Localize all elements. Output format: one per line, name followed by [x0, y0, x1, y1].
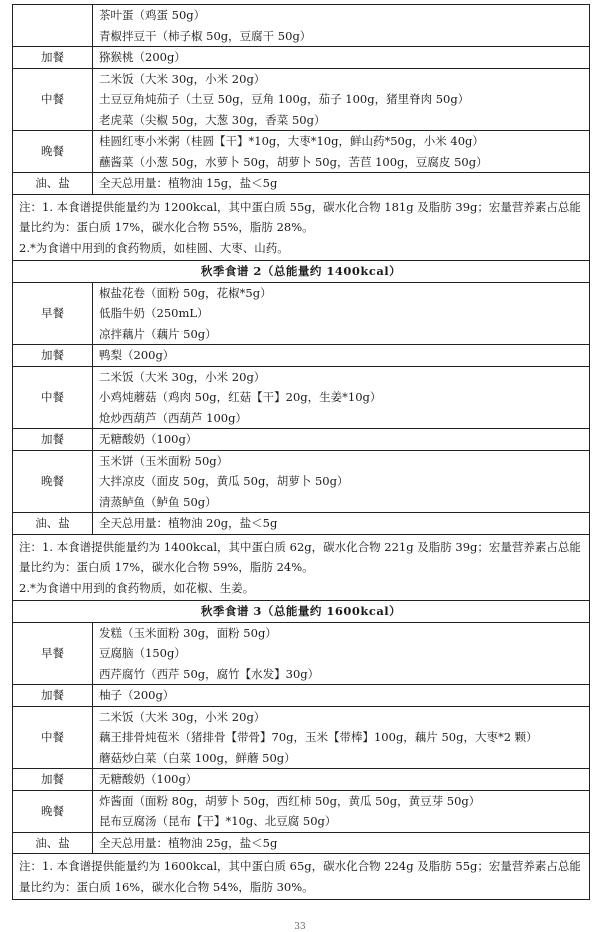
note-line: 注：1. 本食谱提供能量约为 1400kcal，其中蛋白质 62g，碳水化合物 221g 及脂肪 39g；宏量营养素占总能量比约为：蛋白质 17%，碳水化合物 59%，脂肪 24%。 — [19, 539, 581, 574]
table-row — [13, 173, 590, 195]
page-number: 33 — [294, 922, 306, 932]
table-row — [13, 854, 590, 900]
list-item: 茶叶蛋（鸡蛋 50g） — [99, 8, 206, 22]
menu3-snack2-items — [93, 769, 590, 791]
note-line: 注：1. 本食谱提供能量约为 1600kcal，其中蛋白质 65g，碳水化合物 224g 及脂肪 55g；宏量营养素占总能量比约为：蛋白质 16%，碳水化合物 54%，脂肪 30%。 — [19, 859, 581, 894]
list-item: 清蒸鲈鱼（鲈鱼 50g） — [99, 494, 217, 509]
meal-label: 油、盐 — [13, 832, 93, 854]
list-item: 鸭梨（200g） — [99, 348, 175, 362]
menu2-note — [13, 534, 590, 601]
menu2-dinner-items — [93, 450, 590, 513]
meal-label: 加餐 — [13, 685, 93, 707]
table-row — [13, 282, 590, 345]
table-row — [13, 194, 590, 261]
list-item: 昆布豆腐汤（昆布【干】*10g、北豆腐 50g） — [99, 814, 337, 828]
list-item: 蘑菇炒白菜（白菜 100g，鲜蘑 50g） — [99, 750, 296, 765]
list-item: 猕猴桃（200g） — [99, 50, 186, 64]
list-item: 小鸡炖蘑菇（鸡肉 50g，红菇【干】20g，生姜*10g） — [99, 390, 382, 404]
menu2-lunch-items — [93, 366, 590, 429]
note-line: 2.*为食谱中用到的食药物质，如花椒、生姜。 — [19, 580, 255, 595]
meal-label: 晚餐 — [13, 131, 93, 173]
list-item: 柚子（200g） — [99, 688, 175, 702]
menu1-snack-items — [93, 47, 590, 69]
menu2-snack1-items — [93, 345, 590, 367]
meal-label: 加餐 — [13, 345, 93, 367]
table-row — [13, 534, 590, 601]
list-item: 凉拌藕片（藕片 50g） — [99, 326, 217, 341]
meal-label: 中餐 — [13, 366, 93, 429]
oil-salt-value: 全天总用量：植物油 20g，盐＜5g — [93, 513, 590, 535]
list-item: 椒盐花卷（面粉 50g，花椒*5g） — [99, 285, 272, 300]
menu2-breakfast-items — [93, 282, 590, 345]
menu3-note — [13, 854, 590, 900]
list-item: 豆腐脑（150g） — [99, 646, 186, 660]
menu2-snack2-items — [93, 429, 590, 451]
note-line: 2.*为食谱中用到的食药物质，如桂圆、大枣、山药。 — [19, 240, 289, 255]
menu1-note — [13, 194, 590, 261]
table-row — [13, 769, 590, 791]
menu3-breakfast-items — [93, 622, 590, 685]
table-row — [13, 131, 590, 173]
meal-label-cell — [13, 5, 93, 47]
table-row — [13, 366, 590, 429]
list-item: 桂圆红枣小米粥（桂圆【干】*10g，大枣*10g，鲜山药*50g，小米 40g） — [99, 134, 484, 148]
list-item: 青椒拌豆干（柿子椒 50g，豆腐干 50g） — [99, 28, 312, 43]
menu2-title: 秋季食谱 2（总能量约 1400kcal） — [13, 261, 590, 283]
table-row — [13, 261, 590, 283]
list-item: 低脂牛奶（250mL） — [99, 306, 209, 320]
meal-label: 晚餐 — [13, 450, 93, 513]
menu1-lunch-items — [93, 68, 590, 131]
note-line: 注：1. 本食谱提供能量约为 1200kcal，其中蛋白质 55g，碳水化合物 181g 及脂肪 39g；宏量营养素占总能量比约为：蛋白质 17%，碳水化合物 55%，脂肪 28%。 — [19, 199, 581, 234]
list-item: 玉米饼（玉米面粉 50g） — [99, 453, 229, 468]
list-item: 蘸酱菜（小葱 50g，水萝卜 50g，胡萝卜 50g，苦苣 100g，豆腐皮 50g） — [99, 154, 488, 169]
table-row — [13, 832, 590, 854]
list-item: 二米饭（大米 30g，小米 20g） — [99, 709, 266, 724]
menu3-lunch-items — [93, 706, 590, 769]
meal-label: 加餐 — [13, 769, 93, 791]
table-row — [13, 706, 590, 769]
table-row — [13, 47, 590, 69]
list-item: 藕王排骨炖苞米（猪排骨【带骨】70g，玉米【带棒】100g，藕片 50g，大枣*2 颗） — [99, 730, 538, 744]
table-row — [13, 685, 590, 707]
list-item: 土豆豆角炖茄子（土豆 50g，豆角 100g，茄子 100g，猪里脊肉 50g） — [99, 92, 470, 106]
table-row — [13, 429, 590, 451]
document-page — [12, 4, 590, 900]
menu3-dinner-items — [93, 790, 590, 832]
menu3-snack1-items — [93, 685, 590, 707]
list-item: 炝炒西葫芦（西葫芦 100g） — [99, 410, 247, 425]
list-item: 发糕（玉米面粉 30g，面粉 50g） — [99, 625, 277, 640]
meal-label: 油、盐 — [13, 513, 93, 535]
meal-label: 中餐 — [13, 68, 93, 131]
list-item: 无糖酸奶（100g） — [99, 432, 198, 446]
table-row — [13, 450, 590, 513]
list-item: 二米饭（大米 30g，小米 20g） — [99, 369, 266, 384]
menu-table — [12, 4, 590, 900]
list-item: 西芹腐竹（西芹 50g，腐竹【水发】30g） — [99, 666, 320, 681]
table-row — [13, 345, 590, 367]
list-item: 老虎菜（尖椒 50g，大葱 30g，香菜 50g） — [99, 112, 326, 127]
table-row — [13, 601, 590, 623]
meal-label: 早餐 — [13, 622, 93, 685]
table-row — [13, 790, 590, 832]
menu1-breakfast-items — [93, 5, 590, 47]
list-item: 大拌凉皮（面皮 50g，黄瓜 50g，胡萝卜 50g） — [99, 474, 349, 488]
list-item: 炸酱面（面粉 80g，胡萝卜 50g，西红柿 50g，黄瓜 50g，黄豆芽 50g） — [99, 793, 481, 808]
table-row — [13, 513, 590, 535]
oil-salt-value: 全天总用量：植物油 15g，盐＜5g — [93, 173, 590, 195]
meal-label: 加餐 — [13, 429, 93, 451]
oil-salt-value: 全天总用量：植物油 25g，盐＜5g — [93, 832, 590, 854]
menu1-dinner-items — [93, 131, 590, 173]
meal-label: 早餐 — [13, 282, 93, 345]
table-row — [13, 622, 590, 685]
table-row — [13, 5, 590, 47]
table-row — [13, 68, 590, 131]
meal-label: 油、盐 — [13, 173, 93, 195]
list-item: 二米饭（大米 30g，小米 20g） — [99, 71, 266, 86]
list-item: 无糖酸奶（100g） — [99, 772, 198, 786]
meal-label: 晚餐 — [13, 790, 93, 832]
meal-label: 中餐 — [13, 706, 93, 769]
menu3-title: 秋季食谱 3（总能量约 1600kcal） — [13, 601, 590, 623]
meal-label: 加餐 — [13, 47, 93, 69]
